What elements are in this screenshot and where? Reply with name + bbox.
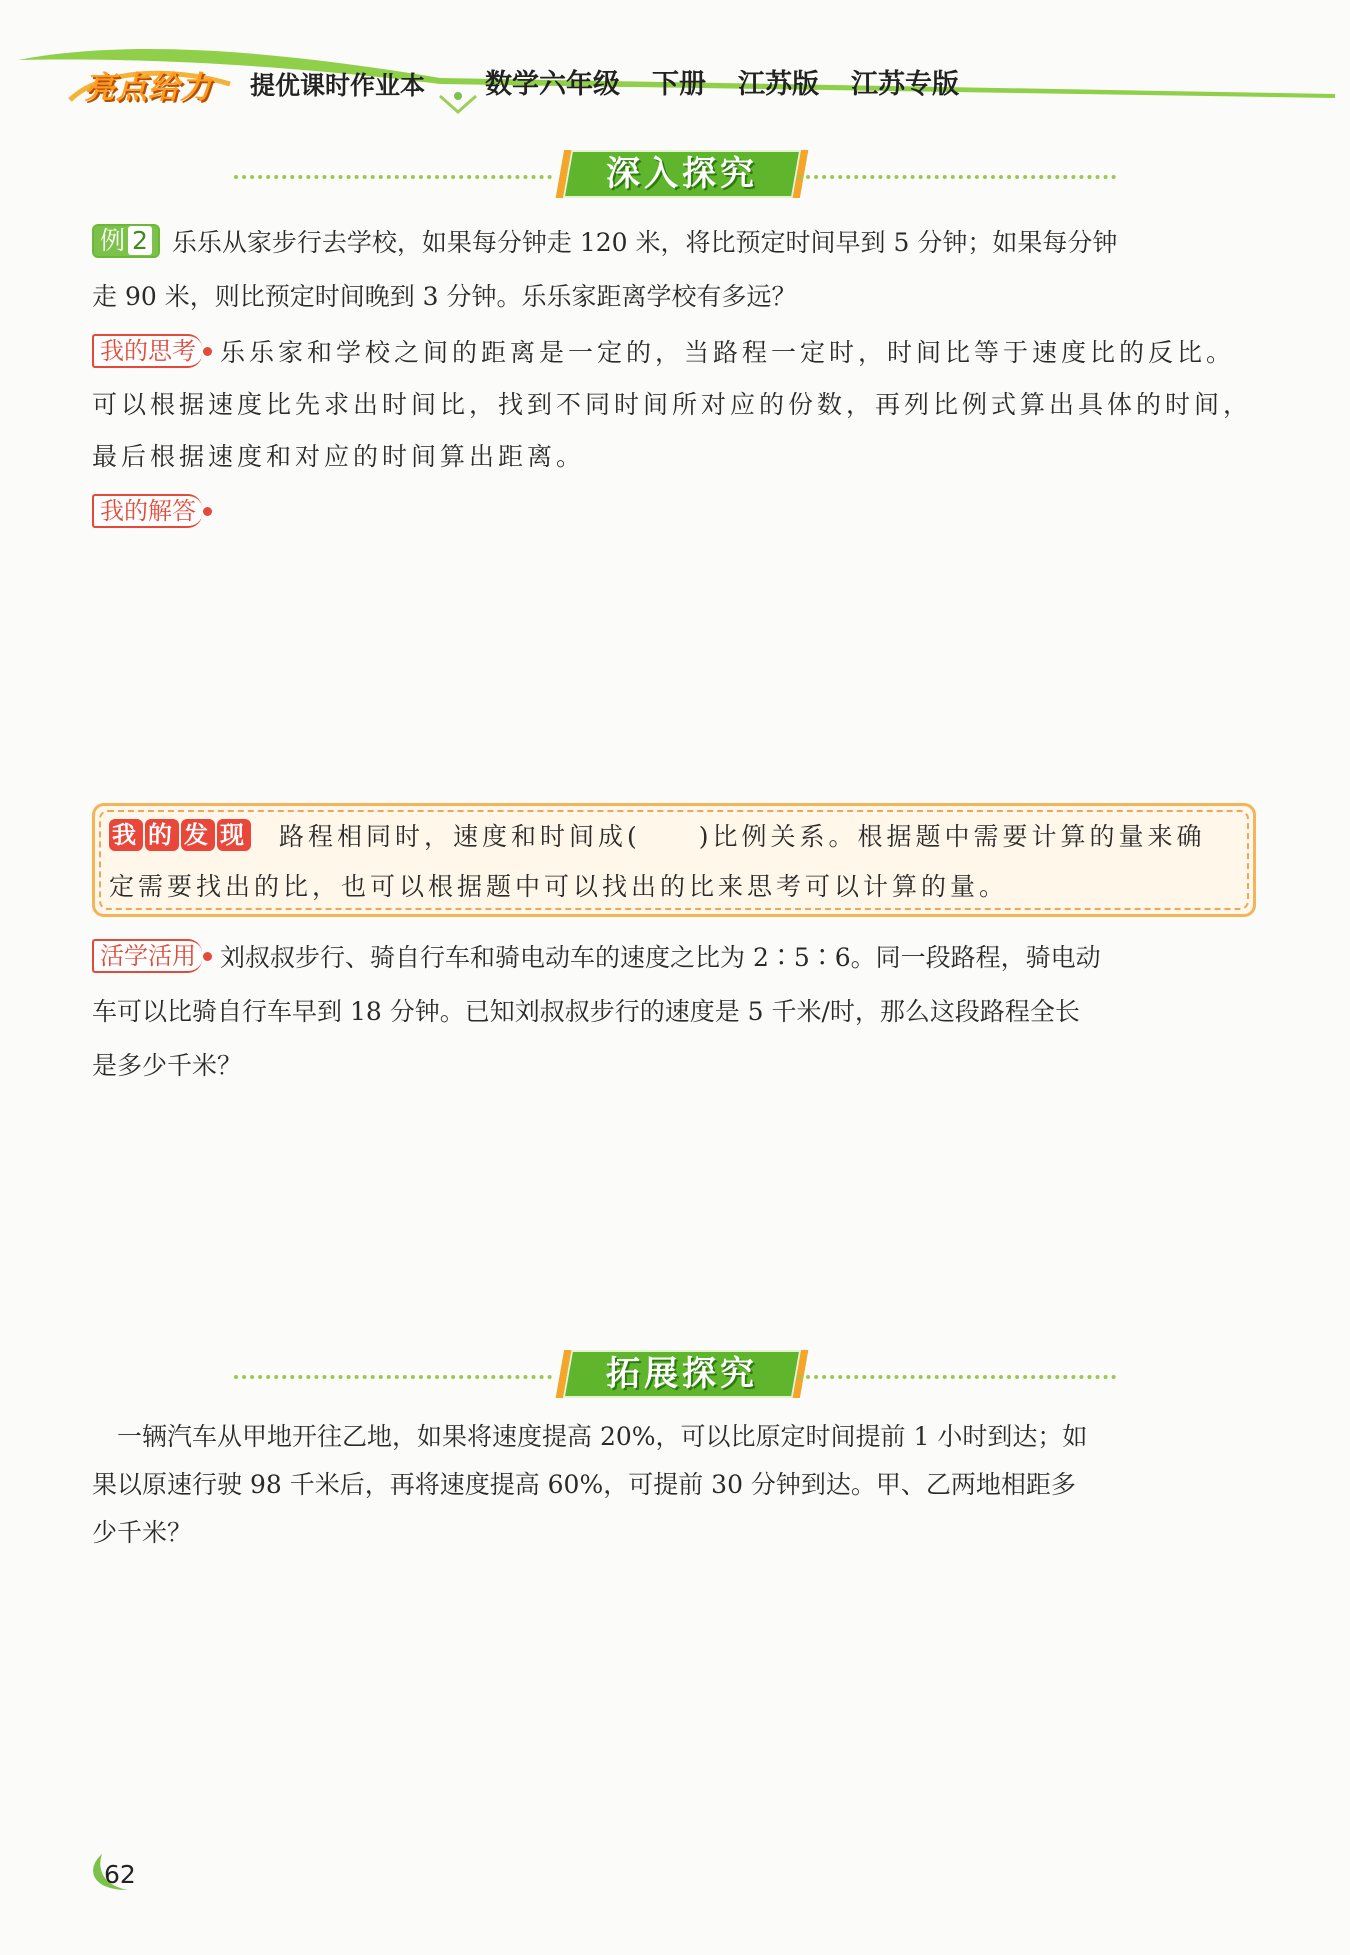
section-title: 拓展探究 bbox=[606, 1354, 758, 1394]
my-answer-label: 我的解答 bbox=[92, 494, 202, 528]
thinking-line-2: 可以根据速度比先求出时间比，找到不同时间所对应的份数，再列比例式算出具体的时间， bbox=[92, 390, 1253, 419]
example-line-2: 走 90 米，则比预定时间晚到 3 分钟。乐乐家距离学校有多远？ bbox=[92, 282, 797, 311]
example-problem bbox=[92, 216, 1257, 324]
banner-dots-right bbox=[798, 1375, 1116, 1379]
discovery-label-char: 发 bbox=[181, 819, 215, 851]
practice-answer-space[interactable] bbox=[92, 1095, 1252, 1325]
banner-tag bbox=[556, 1350, 808, 1398]
grade-text: 数学六年级 bbox=[485, 69, 620, 100]
answer-space[interactable] bbox=[92, 545, 1252, 785]
my-thinking-label: 我的思考 bbox=[92, 334, 202, 368]
page-number: 62 bbox=[104, 1860, 136, 1889]
special-text: 江苏专版 bbox=[851, 69, 959, 100]
section-banner-extended-exploration bbox=[230, 1350, 1120, 1402]
practice-line-1: 刘叔叔步行、骑自行车和骑电动车的速度之比为 2∶5∶6。同一段路程，骑电动 bbox=[220, 943, 1101, 972]
book-subtitle: 提优课时作业本 bbox=[250, 71, 426, 100]
example-label-prefix: 例 bbox=[100, 226, 126, 255]
my-discovery-box bbox=[92, 803, 1256, 917]
banner-tag bbox=[556, 150, 808, 198]
discovery-label-char: 现 bbox=[217, 819, 251, 851]
practice-line-3: 是多少千米？ bbox=[92, 1051, 243, 1080]
my-discovery-label bbox=[109, 810, 253, 860]
extended-line-1: 一辆汽车从甲地开往乙地，如果将速度提高 20%，可以比原定时间提前 1 小时到达；如 bbox=[92, 1422, 1088, 1451]
example-line-1: 乐乐从家步行去学校，如果每分钟走 120 米，将比预定时间早到 5 分钟；如果每分钟 bbox=[171, 228, 1118, 257]
my-answer-block bbox=[92, 486, 1257, 540]
example-label-number: 2 bbox=[128, 226, 152, 255]
edition-text: 江苏版 bbox=[738, 69, 819, 100]
discovery-line-1: 路程相同时，速度和时间成( )比例关系。根据题中需要计算的量来确 bbox=[279, 822, 1206, 851]
discovery-label-char: 的 bbox=[145, 819, 179, 851]
volume-text: 下册 bbox=[652, 69, 706, 100]
my-thinking-block bbox=[92, 327, 1257, 483]
practice-label: 活学活用 bbox=[92, 939, 202, 973]
extended-answer-space[interactable] bbox=[92, 1570, 1252, 1840]
banner-dots-left bbox=[234, 175, 552, 179]
practice-problem bbox=[92, 931, 1257, 1093]
section-banner-deep-exploration bbox=[230, 150, 1120, 202]
banner-dots-left bbox=[234, 1375, 552, 1379]
extended-line-2: 果以原速行驶 98 千米后，再将速度提高 60%，可提前 30 分钟到达。甲、乙两地相距多 bbox=[92, 1470, 1076, 1499]
section-title: 深入探究 bbox=[606, 154, 758, 194]
brand-logo: 亮点给力 bbox=[84, 70, 212, 106]
banner-dots-right bbox=[798, 175, 1116, 179]
discovery-line-2: 定需要找出的比，也可以根据题中可以找出的比来思考可以计算的量。 bbox=[109, 872, 1009, 901]
discovery-text bbox=[109, 810, 1229, 912]
thinking-line-1: 乐乐家和学校之间的距离是一定的，当路程一定时，时间比等于速度比的反比。 bbox=[220, 338, 1236, 367]
extended-problem bbox=[92, 1413, 1257, 1557]
example-label bbox=[92, 224, 160, 258]
page-header bbox=[0, 0, 1350, 120]
thinking-line-3: 最后根据速度和对应的时间算出距离。 bbox=[92, 442, 586, 471]
practice-line-2: 车可以比骑自行车早到 18 分钟。已知刘叔叔步行的速度是 5 千米/时，那么这段路程全长 bbox=[92, 997, 1080, 1026]
book-meta bbox=[485, 62, 959, 101]
extended-line-3: 少千米？ bbox=[92, 1518, 193, 1547]
discovery-label-char: 我 bbox=[109, 819, 143, 851]
